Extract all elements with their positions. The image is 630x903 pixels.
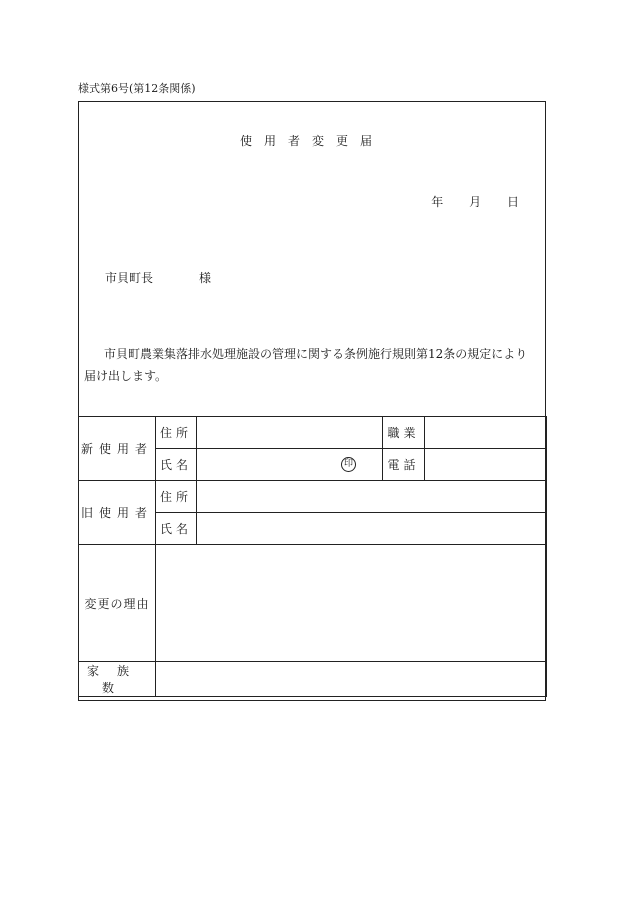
new-user-name-field[interactable] xyxy=(197,449,383,481)
new-user-phone-label: 電話 xyxy=(383,449,425,481)
old-user-address-row xyxy=(79,481,547,513)
new-user-phone-field[interactable] xyxy=(425,449,547,481)
old-user-name-field[interactable] xyxy=(197,513,547,545)
family-count-label: 家族数 xyxy=(79,662,156,697)
reason-row xyxy=(79,545,547,662)
date-line xyxy=(431,193,519,210)
applicant-table xyxy=(78,416,547,697)
new-user-occupation-field[interactable] xyxy=(425,417,547,449)
date-day-label: 日 xyxy=(506,195,519,209)
body-text: 市貝町農業集落排水処理施設の管理に関する条例施行規則第12条の規定により届け出します。 xyxy=(84,347,528,383)
old-user-address-field[interactable] xyxy=(197,481,547,513)
date-month-label: 月 xyxy=(469,195,482,209)
old-user-label: 旧使用者 xyxy=(79,481,156,545)
addressee xyxy=(105,269,211,286)
family-count-field[interactable] xyxy=(156,662,547,697)
date-year-label: 年 xyxy=(431,195,444,209)
new-user-address-label: 住所 xyxy=(156,417,197,449)
form-title: 使用者変更届 xyxy=(239,134,384,148)
family-count-row xyxy=(79,662,547,697)
new-user-label: 新使用者 xyxy=(79,417,156,481)
old-user-name-label: 氏名 xyxy=(156,513,197,545)
seal-mark: 印 xyxy=(341,457,356,472)
new-user-name-label: 氏名 xyxy=(156,449,197,481)
reason-field[interactable] xyxy=(156,545,547,662)
new-user-address-row xyxy=(79,417,547,449)
old-user-address-label: 住所 xyxy=(156,481,197,513)
form-frame xyxy=(78,101,546,701)
form-number: 様式第6号(第12条関係) xyxy=(78,82,196,95)
addressee-honorific: 様 xyxy=(199,271,212,285)
new-user-address-field[interactable] xyxy=(197,417,383,449)
new-user-occupation-label: 職業 xyxy=(383,417,425,449)
addressee-name: 市貝町長 xyxy=(105,271,154,285)
reason-label: 変更の理由 xyxy=(79,545,156,662)
